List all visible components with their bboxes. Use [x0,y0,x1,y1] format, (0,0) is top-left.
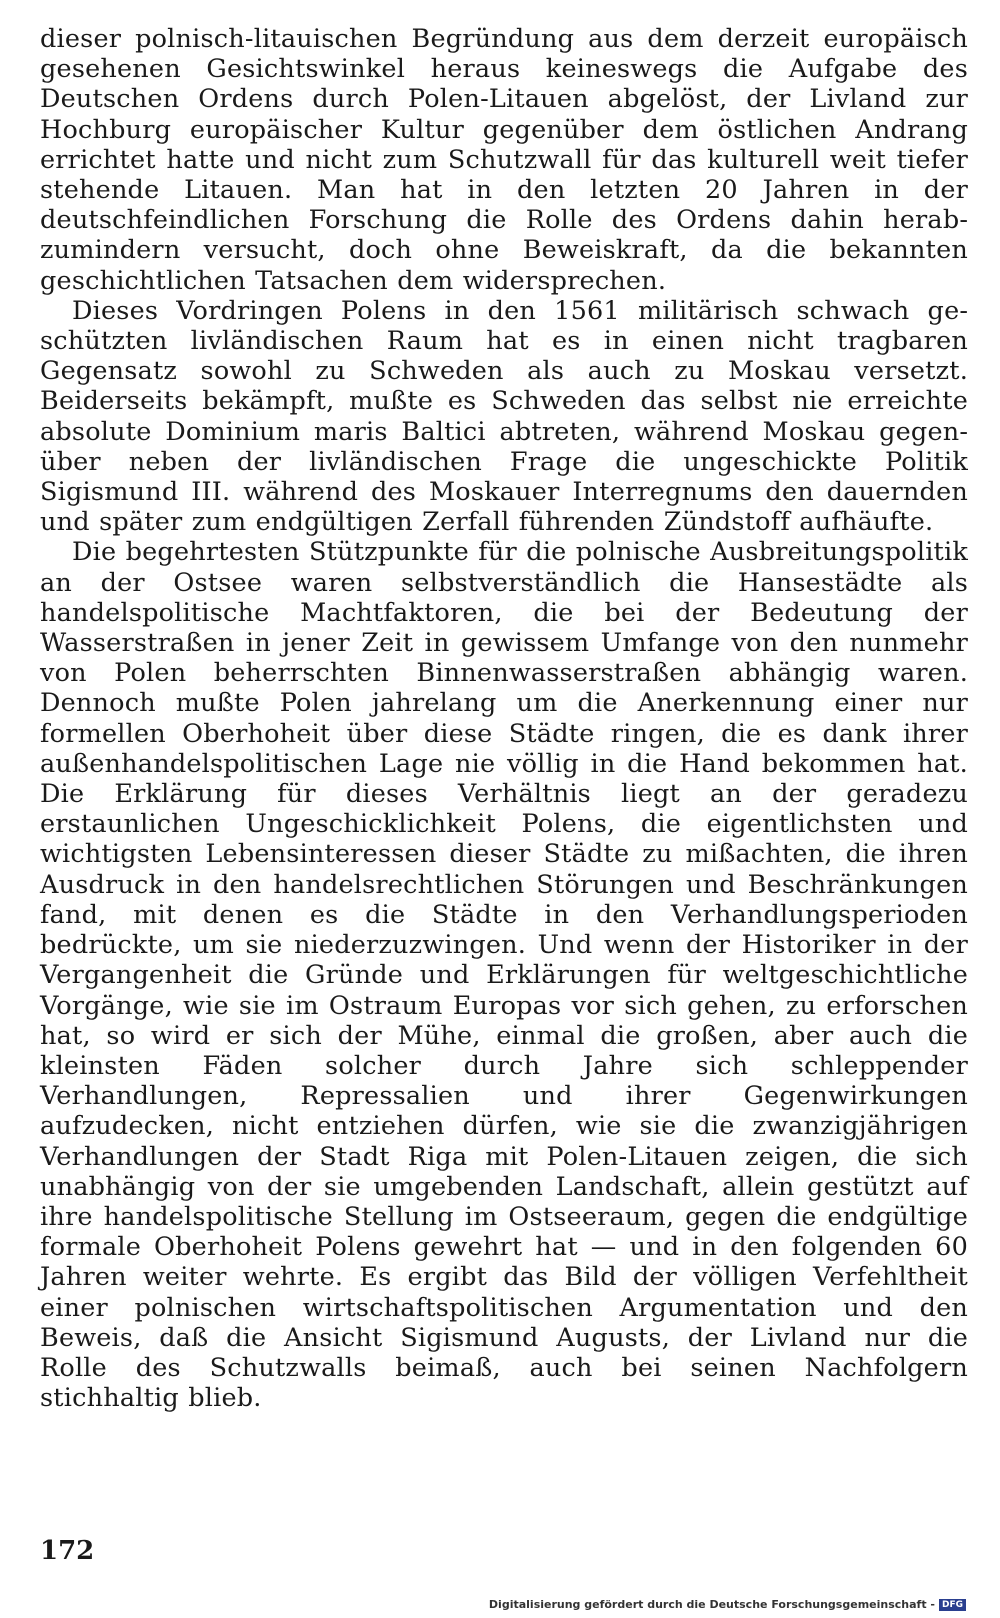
paragraph-continued: dieser polnisch-litauischen Begründung aus dem derzeit europäisch gesehenen Gesichtswinkel heraus keineswegs die Aufgabe des Deutschen Ordens durch Polen-Litauen abgelöst, der Livland zur Hochburg europäischer Kultur gegenüber dem östlichen Andrang errichtet hatte und nicht zum Schutzwall für das kulturell weit tiefer stehende Litauen. Man hat in den letzten 20 Jahren in der deutschfeindlichen Forschung die Rolle des Ordens dahin herabzumindern versucht, doch ohne Beweiskraft, da die bekannten geschichtlichen Tatsachen dem widersprechen. [40,24,968,296]
paragraph-poland-livonia: Dieses Vordringen Polens in den 1561 militärisch schwach geschützten livländischen Raum hat es in einen nicht tragbaren Gegensatz sowohl zu Schweden als auch zu Moskau versetzt. Beiderseits bekämpft, mußte es Schweden das selbst nie erreichte absolute Dominium maris Baltici abtreten, während Moskau gegenüber neben der livländischen Frage die ungeschickte Politik Sigismund III. während des Moskauer Interregnums den dauernden und später zum endgültigen Zerfall führenden Zündstoff aufhäufte. [40,295,968,538]
paragraph-hanseatic-cities: Die begehrtesten Stützpunkte für die polnische Ausbreitungspolitik an der Ostsee waren selbstverständlich die Hansestädte als handelspolitische Machtfaktoren, die bei der Bedeutung der Wasserstraßen in jener Zeit in gewissem Umfange von den nunmehr von Polen beherrschten Binnenwasserstraßen abhängig waren. Dennoch mußte Polen jahrelang um die Anerkennung einer nur formellen Oberhoheit über diese Städte ringen, die es dank ihrer außenhandelspolitischen Lage nie völlig in die Hand bekommen hat. Die Erklärung für dieses Verhältnis liegt an der geradezu erstaunlichen Ungeschicklichkeit Polens, die eigentlichsten und wichtigsten Lebensinteressen dieser Städte zu mißachten, die ihren Ausdruck in den handelsrechtlichen Störungen und Beschränkungen fand, mit denen es die Städte in den Verhandlungsperioden bedrückte, um sie niederzuzwingen. Und wenn der Historiker in der Vergangenheit die Gründe und Erklärungen für weltgeschichtliche Vorgänge, wie sie im Ostraum Europas vor sich gehen, zu erforschen hat, so wird er sich der Mühe, einmal die großen, aber auch die kleinsten Fäden solcher durch Jahre sich schleppender Verhandlungen, Repressalien und ihrer Gegenwirkungen aufzudecken, nicht entziehen dürfen, wie sie die zwanzigjährigen Verhandlungen der Stadt Riga mit Polen-Litauen zeigen, die sich unabhängig von der sie umgebenden Landschaft, allein gestützt auf ihre handelspolitische Stellung im Ostseeraum, gegen die endgültige formale Oberhoheit Polens gewehrt hat — und in den folgenden 60 Jahren weiter wehrte. Es ergibt das Bild der völligen Verfehltheit einer polnischen wirtschaftspolitischen Argumentation und den Beweis, daß die Ansicht Sigismund Augusts, der Livland nur die Rolle des Schutzwalls beimaß, auch bei seinen Nachfolgern stichhaltig blieb. [40,537,968,1414]
page-number: 172 [40,1536,95,1566]
page-body [40,24,968,1413]
digitization-credit-text: Digitalisierung gefördert durch die Deutsche Forschungsgemeinschaft - [488,1598,935,1611]
digitization-credit [489,1598,966,1612]
dfg-logo-icon: DFG [939,1599,966,1611]
